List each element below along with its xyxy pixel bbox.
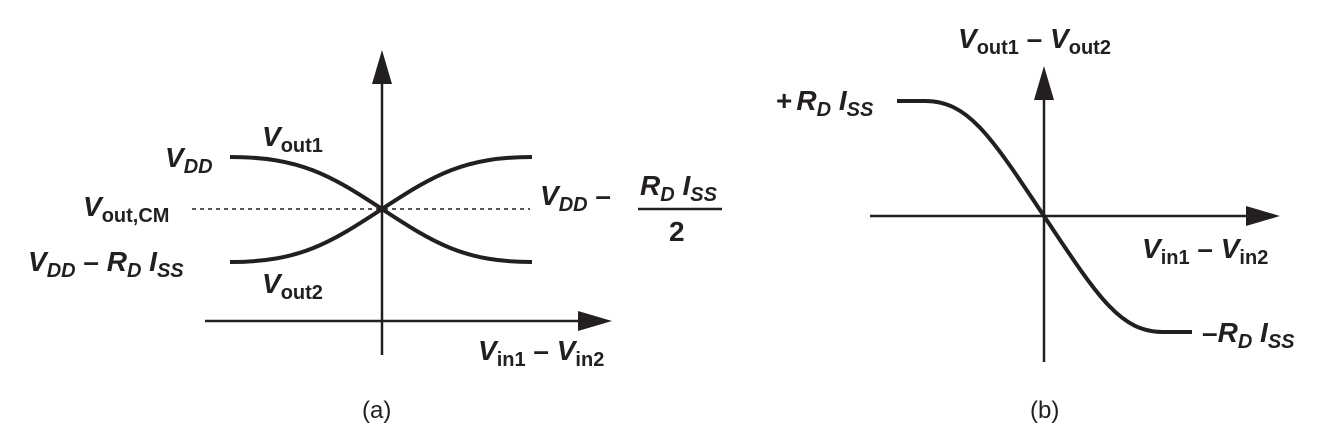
panel-b-y-axis-arrow [1034, 66, 1054, 100]
panel-b [776, 23, 1295, 424]
vout2-label: $V_{out2}$ [262, 268, 323, 304]
panel-b-x-axis-arrow [1246, 206, 1280, 226]
panel-a-x-axis-arrow [578, 311, 612, 331]
panel-a-caption: (a) [362, 397, 392, 424]
vout1-label: $V_{out1}$ [262, 121, 323, 157]
vdd-minus-rd-iss-label: $V_{DD} - R_D$ $I_{SS}$ [28, 246, 184, 282]
fraction-numerator: $R_D$ $I_{SS}$ [640, 170, 717, 206]
panel-a-x-axis-label: $V_{in1} - V_{in2}$ [478, 335, 605, 371]
panel-b-y-axis-label: $V_{out1} - V_{out2}$ [958, 23, 1111, 59]
plus-rd-iss-label: + $R_D$ $I_{SS}$ [776, 85, 874, 121]
vout-cm-label: $V_{out,CM}$ [83, 191, 170, 227]
panel-a [28, 50, 722, 424]
vdd-label: $V_{DD}$ [165, 142, 213, 178]
vdd-minus-half-label: $V_{DD}$ – [540, 180, 611, 216]
minus-rd-iss-label: $-R_D$ $I_{SS}$ [1202, 317, 1295, 353]
panel-b-x-axis-label: $V_{in1} - V_{in2}$ [1142, 233, 1269, 269]
panel-a-y-axis-arrow [372, 50, 392, 84]
panel-b-caption: (b) [1030, 397, 1060, 424]
fraction-denominator: 2 [669, 216, 685, 247]
